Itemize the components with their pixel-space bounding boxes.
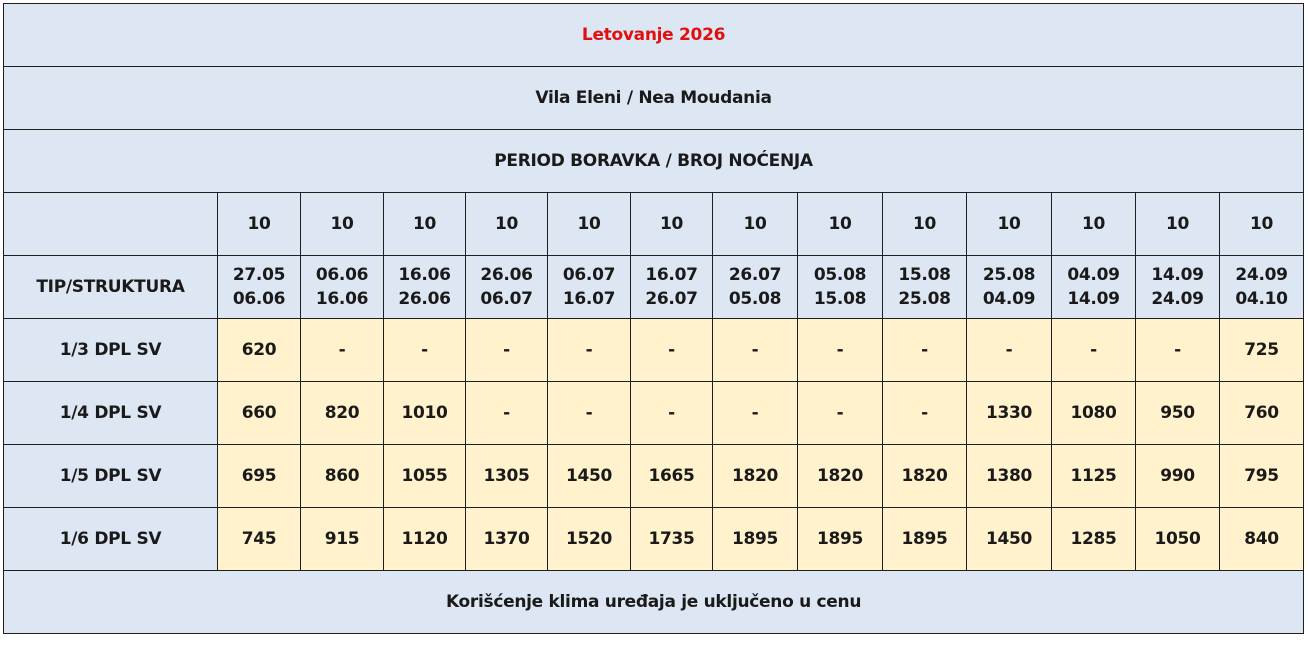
table-title: Letovanje 2026 — [4, 4, 1304, 67]
price-cell: - — [883, 382, 967, 445]
period-from-date: 16.06 — [398, 265, 451, 285]
nights-cell: 10 — [466, 193, 548, 256]
footer-row — [4, 571, 1304, 634]
period-header-row — [4, 130, 1304, 193]
period-from-date: 06.07 — [562, 265, 616, 285]
period-cell — [713, 256, 798, 319]
price-cell: 1330 — [967, 382, 1052, 445]
nights-cell: 10 — [1220, 193, 1304, 256]
nights-cell: 10 — [883, 193, 967, 256]
price-cell: 725 — [1220, 319, 1304, 382]
nights-cell: 10 — [798, 193, 883, 256]
price-cell: 1735 — [631, 508, 713, 571]
price-cell: - — [1136, 319, 1220, 382]
price-cell: - — [631, 319, 713, 382]
period-to-date: 24.09 — [1151, 289, 1204, 309]
price-table — [3, 3, 1304, 634]
price-cell: - — [548, 382, 631, 445]
price-cell: 660 — [218, 382, 301, 445]
period-from-date: 04.09 — [1067, 265, 1120, 285]
price-cell: 1120 — [384, 508, 466, 571]
period-cell — [548, 256, 631, 319]
price-cell: 860 — [301, 445, 384, 508]
price-cell: 840 — [1220, 508, 1304, 571]
period-to-date: 26.07 — [645, 289, 698, 309]
period-cell — [218, 256, 301, 319]
nights-cell: 10 — [218, 193, 301, 256]
nights-cell: 10 — [967, 193, 1052, 256]
price-cell: - — [384, 319, 466, 382]
price-cell: 1080 — [1052, 382, 1136, 445]
table-row — [4, 508, 1304, 571]
period-from-date: 24.09 — [1235, 265, 1288, 285]
price-cell: 1010 — [384, 382, 466, 445]
periods-row — [4, 256, 1304, 319]
price-cell: 1665 — [631, 445, 713, 508]
price-cell: - — [301, 319, 384, 382]
period-cell — [1136, 256, 1220, 319]
period-cell — [798, 256, 883, 319]
price-cell: 1050 — [1136, 508, 1220, 571]
period-to-date: 25.08 — [898, 289, 951, 309]
price-cell: 1820 — [883, 445, 967, 508]
period-cell — [1220, 256, 1304, 319]
price-cell: 795 — [1220, 445, 1304, 508]
price-cell: - — [466, 382, 548, 445]
price-cell: 1895 — [713, 508, 798, 571]
period-to-date: 26.06 — [398, 289, 451, 309]
nights-cell: 10 — [301, 193, 384, 256]
period-from-date: 14.09 — [1151, 265, 1204, 285]
price-cell: 1285 — [1052, 508, 1136, 571]
row-header-label: TIP/STRUKTURA — [4, 256, 218, 319]
price-cell: 1370 — [466, 508, 548, 571]
nights-cell: 10 — [631, 193, 713, 256]
period-from-date: 26.07 — [728, 265, 782, 285]
nights-row — [4, 193, 1304, 256]
nights-cell: 10 — [1136, 193, 1220, 256]
period-from-date: 26.06 — [480, 265, 533, 285]
period-from-date: 06.06 — [315, 265, 369, 285]
price-cell: - — [883, 319, 967, 382]
period-cell — [883, 256, 967, 319]
price-cell: 1820 — [798, 445, 883, 508]
price-cell: 1895 — [883, 508, 967, 571]
subtitle-row — [4, 67, 1304, 130]
period-to-date: 04.09 — [982, 289, 1036, 309]
price-cell: 820 — [301, 382, 384, 445]
period-from-date: 16.07 — [645, 265, 698, 285]
period-to-date: 15.08 — [813, 289, 867, 309]
price-cell: 1055 — [384, 445, 466, 508]
period-from-date: 05.08 — [813, 265, 867, 285]
price-cell: 620 — [218, 319, 301, 382]
price-cell: - — [713, 319, 798, 382]
price-cell: 1380 — [967, 445, 1052, 508]
table-subtitle: Vila Eleni / Nea Moudania — [4, 67, 1304, 130]
period-cell — [631, 256, 713, 319]
price-cell: - — [967, 319, 1052, 382]
price-cell: 915 — [301, 508, 384, 571]
price-cell: 745 — [218, 508, 301, 571]
nights-cell: 10 — [713, 193, 798, 256]
period-from-date: 27.05 — [232, 265, 286, 285]
price-cell: 760 — [1220, 382, 1304, 445]
period-header: PERIOD BORAVKA / BROJ NOĆENJA — [4, 130, 1304, 193]
period-cell — [967, 256, 1052, 319]
price-cell: 1820 — [713, 445, 798, 508]
table-row — [4, 445, 1304, 508]
period-from-date: 15.08 — [898, 265, 951, 285]
period-cell — [466, 256, 548, 319]
price-cell: 990 — [1136, 445, 1220, 508]
nights-label-cell — [4, 193, 218, 256]
room-type-label: 1/3 DPL SV — [4, 319, 218, 382]
price-cell: 1450 — [967, 508, 1052, 571]
nights-cell: 10 — [1052, 193, 1136, 256]
room-type-label: 1/4 DPL SV — [4, 382, 218, 445]
period-to-date: 16.07 — [562, 289, 616, 309]
nights-cell: 10 — [384, 193, 466, 256]
price-cell: 950 — [1136, 382, 1220, 445]
price-cell: - — [798, 319, 883, 382]
price-cell: - — [466, 319, 548, 382]
price-cell: - — [631, 382, 713, 445]
period-cell — [384, 256, 466, 319]
price-cell: 1895 — [798, 508, 883, 571]
price-cell: - — [798, 382, 883, 445]
footer-note: Korišćenje klima uređaja je uključeno u cenu — [4, 571, 1304, 634]
price-cell: 1520 — [548, 508, 631, 571]
price-cell: - — [548, 319, 631, 382]
period-to-date: 16.06 — [315, 289, 369, 309]
price-table-container — [3, 3, 1304, 634]
room-type-label: 1/6 DPL SV — [4, 508, 218, 571]
nights-cell: 10 — [548, 193, 631, 256]
price-cell: 1125 — [1052, 445, 1136, 508]
price-cell: 695 — [218, 445, 301, 508]
table-row — [4, 319, 1304, 382]
period-to-date: 06.06 — [232, 289, 286, 309]
table-row — [4, 382, 1304, 445]
room-type-label: 1/5 DPL SV — [4, 445, 218, 508]
title-row — [4, 4, 1304, 67]
period-to-date: 14.09 — [1067, 289, 1120, 309]
period-to-date: 04.10 — [1235, 289, 1288, 309]
price-cell: - — [713, 382, 798, 445]
period-to-date: 05.08 — [728, 289, 782, 309]
period-to-date: 06.07 — [480, 289, 533, 309]
price-cell: 1305 — [466, 445, 548, 508]
period-from-date: 25.08 — [982, 265, 1036, 285]
price-cell: 1450 — [548, 445, 631, 508]
price-cell: - — [1052, 319, 1136, 382]
period-cell — [301, 256, 384, 319]
period-cell — [1052, 256, 1136, 319]
